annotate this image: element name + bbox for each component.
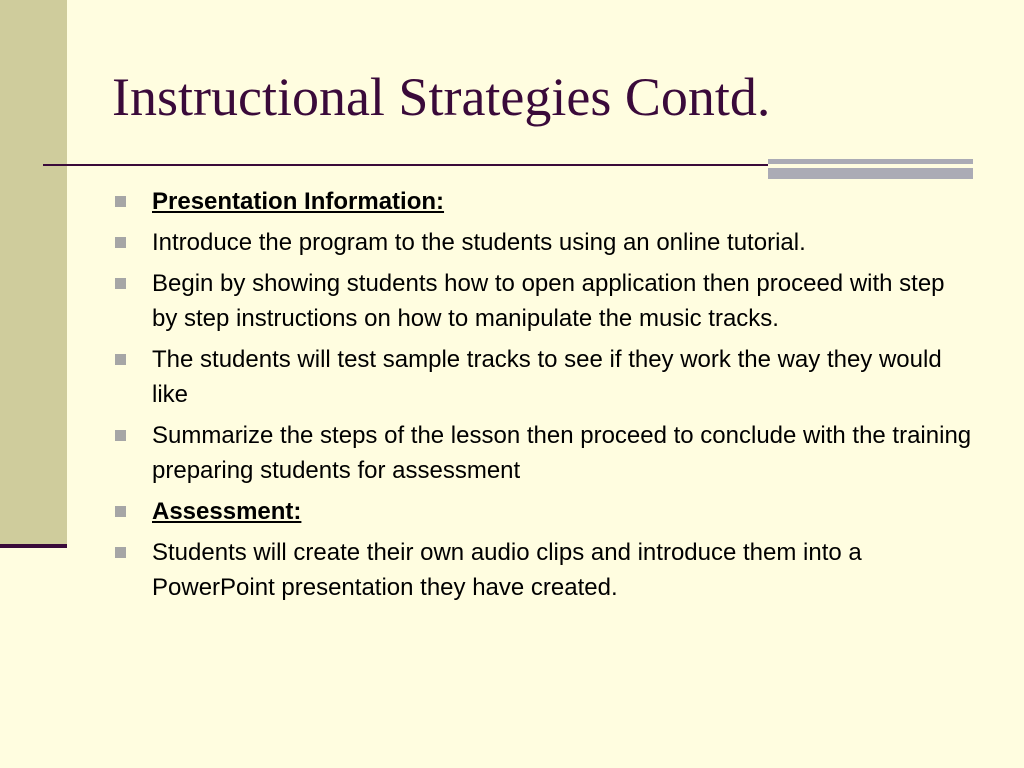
bullet-heading: Assessment: — [152, 498, 302, 525]
bullet-text: The students will test sample tracks to see if they work the way they would like — [152, 346, 942, 408]
bullet-text: Introduce the program to the students using an online tutorial. — [152, 229, 806, 256]
square-bullet-icon — [115, 196, 126, 207]
square-bullet-icon — [115, 354, 126, 365]
bullet-list — [115, 184, 975, 611]
bullet-item — [115, 184, 975, 219]
bullet-text: Students will create their own audio clips and introduce them into a PowerPoint presentation they have created. — [152, 539, 862, 601]
square-bullet-icon — [115, 430, 126, 441]
bullet-item — [115, 418, 975, 488]
bullet-heading: Presentation Information: — [152, 188, 445, 215]
slide-title: Instructional Strategies Contd. — [112, 67, 771, 127]
square-bullet-icon — [115, 547, 126, 558]
left-accent-rule — [0, 544, 67, 548]
left-decorative-band — [0, 0, 67, 546]
square-bullet-icon — [115, 506, 126, 517]
bullet-item — [115, 535, 975, 605]
bullet-item — [115, 342, 975, 412]
bullet-text: Summarize the steps of the lesson then proceed to conclude with the training preparing students for assessment — [152, 422, 972, 484]
gray-accent-bar-bottom — [768, 168, 973, 179]
title-underline-rule — [43, 164, 768, 166]
square-bullet-icon — [115, 237, 126, 248]
square-bullet-icon — [115, 278, 126, 289]
bullet-text: Begin by showing students how to open application then proceed with step by step instructions on how to manipulate the music tracks. — [152, 270, 945, 332]
gray-accent-bar-top — [768, 159, 973, 164]
bullet-item — [115, 494, 975, 529]
bullet-item — [115, 225, 975, 260]
bullet-item — [115, 266, 975, 336]
